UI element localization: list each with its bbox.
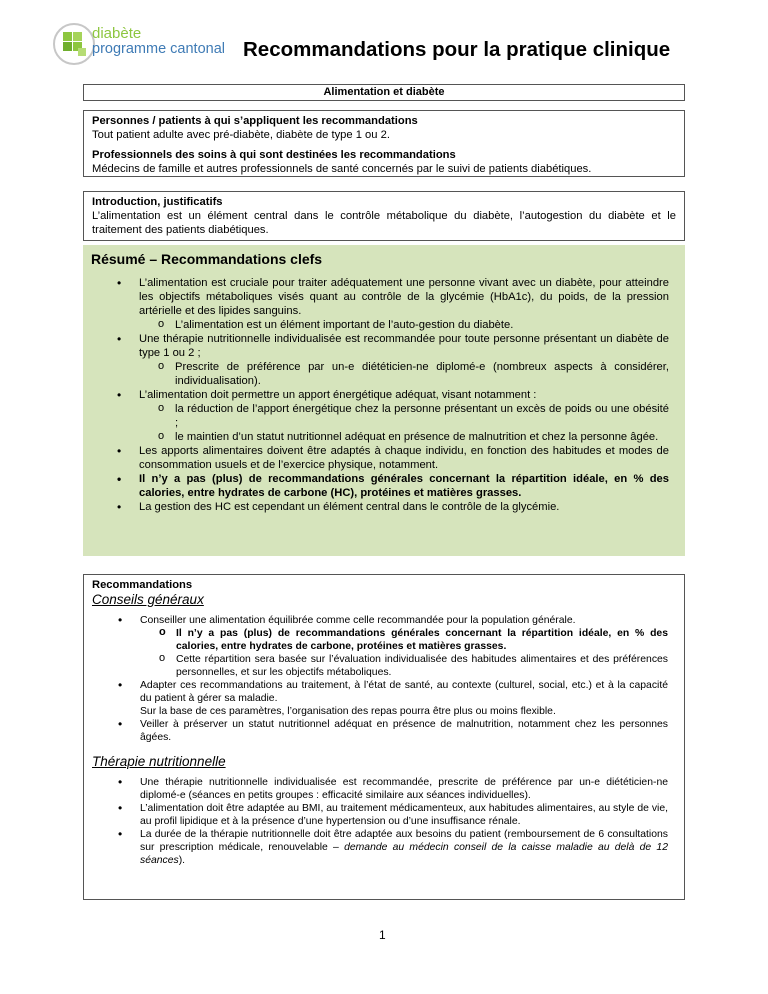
summary-item: • Les apports alimentaires doivent être adaptés à chaque individu, en fonction des habitudes et modes de consommation usuels et de l’exercice physique, notamment. xyxy=(139,444,669,472)
logo-line2: programme cantonal xyxy=(92,41,225,57)
summary-title: Résumé – Recommandations clefs xyxy=(91,251,323,267)
topic-title: Alimentation et diabète xyxy=(323,86,445,98)
intro-box xyxy=(83,191,685,241)
summary-subitem: o Prescrite de préférence par un-e diététicien-ne diplomé-e (nombreux aspects à considérer, individualisation). xyxy=(175,360,669,388)
summary-item: • Une thérapie nutritionnelle individualisée est recommandée pour toute personne présentant un diabète de type 1 ou 2 ; xyxy=(139,332,669,360)
therapy-title: Thérapie nutritionnelle xyxy=(92,754,226,769)
summary-item-bold: • Il n’y a pas (plus) de recommandations générales concernant la répartition idéale, en % des calories, entre hydrates de carbone (HC), protéines et matières grasses. xyxy=(139,472,669,500)
intro-text: L’alimentation est un élément central dans le contrôle métabolique du diabète, l’autogestion du diabète et le traitement des patients diabétiques. xyxy=(92,210,676,236)
summary-item: • L’alimentation doit permettre un apport énergétique adéquat, visant notamment : xyxy=(139,388,669,402)
summary-subitem: o L’alimentation est un élément important de l’auto-gestion du diabète. xyxy=(175,318,669,332)
professionals-text: Médecins de famille et autres professionnels de santé concernés par le suivi de patients diabétiques. xyxy=(92,163,592,175)
general-advice-title: Conseils généraux xyxy=(92,592,204,607)
topic-box xyxy=(83,84,685,101)
recommendations-heading: Recommandations xyxy=(92,579,193,591)
recommendations-box xyxy=(83,574,685,900)
summary-subitem: o la réduction de l’apport énergétique chez la personne présentant un excès de poids ou une obésité ; xyxy=(175,402,669,430)
general-item: • Conseiller une alimentation équilibrée comme celle recommandée pour la population générale. xyxy=(140,614,668,627)
therapy-item: • La durée de la thérapie nutritionnelle doit être adaptée aux besoins du patient (remboursement de 6 consultations sur prescription médicale, renouvelable – demande au médecin conseil de la caisse maladie au delà de 12 séances). xyxy=(140,828,668,867)
persons-text: Tout patient adulte avec pré-diabète, diabète de type 1 ou 2. xyxy=(92,129,390,141)
logo xyxy=(52,22,242,70)
summary-item: • L’alimentation est cruciale pour traiter adéquatement une personne vivant avec un diabète, pour atteindre les objectifs métaboliques visés quant au contrôle de la glycémie (HbA1c), du poids, de la pression artérielle et des lipides sanguins. xyxy=(139,276,669,318)
page-title: Recommandations pour la pratique clinique xyxy=(243,38,671,61)
professionals-heading: Professionnels des soins à qui sont destinées les recommandations xyxy=(92,149,456,161)
therapy-item: • L’alimentation doit être adaptée au BMI, au traitement médicamenteux, aux habitudes alimentaires, au style de vie, au profil lipidique et à la présence d’une hypertension ou d’une insuffisance rénale. xyxy=(140,802,668,828)
page-number: 1 xyxy=(379,928,386,942)
logo-line1: diabète xyxy=(92,25,142,42)
therapy-item: • Une thérapie nutritionnelle individualisée est recommandée, prescrite de préférence par un-e diététicien-ne diplomé-e (séances en petits groupes : efficacité similaire aux séances individuelles). xyxy=(140,776,668,802)
general-subitem: o Cette répartition sera basée sur l’évaluation individualisée des habitudes alimentaires et des préférences personnelles, et sur les objectifs métaboliques. xyxy=(176,653,668,679)
summary-item: • La gestion des HC est cependant un élément central dans le contrôle de la glycémie. xyxy=(139,500,669,514)
persons-box xyxy=(83,110,685,177)
general-item: • Veiller à préserver un statut nutritionnel adéquat en présence de malnutrition, notamment chez les personnes âgées. xyxy=(140,718,668,744)
intro-heading: Introduction, justificatifs xyxy=(92,196,223,208)
general-item: • Adapter ces recommandations au traitement, à l’état de santé, au contexte (culturel, social, etc.) et à la capacité du patient à gérer sa maladie. Sur la base de ces paramètres, l’organisation des repas pourra être plus ou moins flexible. xyxy=(140,679,668,718)
summary-box xyxy=(83,245,685,556)
summary-subitem: o le maintien d’un statut nutritionnel adéquat en présence de malnutrition et chez la personne âgée. xyxy=(175,430,669,444)
general-subitem: o Il n’y a pas (plus) de recommandations générales concernant la répartition idéale, en % des calories, entre hydrates de carbone, protéines et matières grasses. xyxy=(176,627,668,653)
persons-heading: Personnes / patients à qui s’appliquent les recommandations xyxy=(92,115,418,127)
